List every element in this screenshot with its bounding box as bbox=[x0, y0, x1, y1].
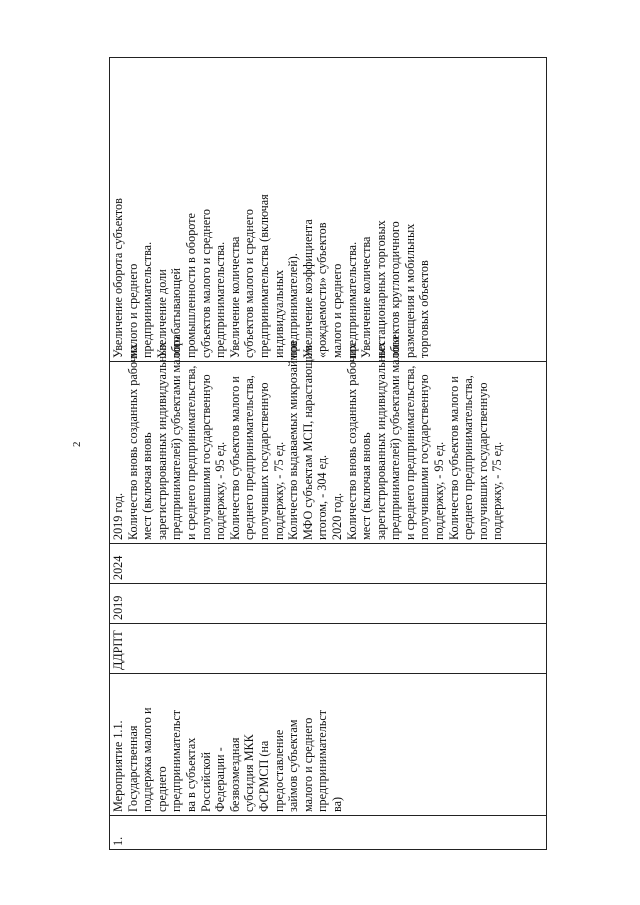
indicator-line: поддержку, - 75 ед. bbox=[271, 441, 286, 540]
result-line: промышленности в обороте bbox=[183, 213, 198, 358]
rotated-table-container bbox=[109, 58, 547, 850]
indicator-line: получившими государственную bbox=[198, 374, 213, 540]
result-line: предпринимательства (включая bbox=[256, 194, 271, 358]
event-name-cell bbox=[110, 674, 547, 816]
indicator-line: предпринимателей) субъектами малого bbox=[388, 336, 403, 540]
result-line: обрабатывающей bbox=[169, 267, 184, 358]
indicator-line: зарегистрированных индивидуальных bbox=[154, 341, 169, 540]
event-name-line: предоставление bbox=[271, 729, 286, 812]
executor-cell bbox=[110, 624, 547, 674]
result-line: предпринимательства. bbox=[213, 241, 228, 358]
result-line: нестационарных торговых bbox=[373, 220, 388, 358]
event-name-line: предпринимательст bbox=[169, 709, 184, 812]
result-line: субъектов малого и среднего bbox=[242, 208, 257, 358]
indicator-line: мест (включая вновь bbox=[140, 432, 155, 540]
result-line: предпринимательства. bbox=[140, 241, 155, 358]
row-number: 1. bbox=[111, 836, 125, 846]
table-row bbox=[110, 58, 547, 850]
result-line: предпринимателей). bbox=[286, 253, 301, 358]
start-year-cell bbox=[110, 584, 547, 624]
indicator-line: и среднего предпринимательства, bbox=[402, 365, 417, 540]
result-line: Увеличение коэффициента bbox=[300, 219, 315, 358]
event-name-line: Российской bbox=[198, 751, 213, 812]
measures-table bbox=[109, 57, 547, 850]
indicator-line: среднего предпринимательства, bbox=[461, 375, 476, 540]
indicator-line: зарегистрированных индивидуальных bbox=[373, 341, 388, 540]
event-name-line: поддержка малого и bbox=[140, 707, 155, 812]
page-number: 2 bbox=[71, 441, 83, 447]
result-line: торговых объектов bbox=[417, 260, 432, 358]
event-name-line: Государственная bbox=[125, 725, 140, 812]
event-name-line: безвозмездная bbox=[227, 737, 242, 812]
indicator-line: поддержку, - 75 ед. bbox=[490, 441, 505, 540]
result-line: Увеличение доли bbox=[154, 269, 169, 358]
result-line: объектов круглогодичного bbox=[388, 221, 403, 358]
event-name-line: ФСРМСП (на bbox=[256, 740, 271, 812]
indicator-line: поддержку, - 95 ед. bbox=[432, 441, 447, 540]
indicator-line: МФО субъектам МСП, нарастающим bbox=[300, 345, 315, 540]
event-name-line: субсидия МКК bbox=[242, 734, 257, 812]
result-line: малого и среднего bbox=[125, 263, 140, 358]
indicator-line: мест (включая вновь bbox=[359, 432, 374, 540]
event-name-line: среднего bbox=[154, 766, 169, 812]
start-year: 2019 bbox=[111, 595, 125, 620]
indicator-line: и среднего предпринимательства, bbox=[183, 365, 198, 540]
result-line: Увеличение количества bbox=[227, 236, 242, 358]
indicator-line: получивших государственную bbox=[256, 382, 271, 540]
indicator-line: получивших государственную bbox=[475, 382, 490, 540]
indicator-line: получившими государственную bbox=[417, 374, 432, 540]
end-year: 2024 bbox=[111, 555, 125, 580]
indicator-line: итогом, - 304 ед. bbox=[315, 454, 330, 540]
indicator-line: Количество субъектов малого и bbox=[446, 376, 461, 540]
results-cell bbox=[110, 58, 547, 362]
indicator-line: поддержку, - 95 ед. bbox=[213, 441, 228, 540]
indicator-line: Количество вновь созданных рабочих bbox=[344, 343, 359, 540]
result-line: размещения и мобильных bbox=[402, 223, 417, 358]
end-year-cell bbox=[110, 544, 547, 584]
indicator-line: Количество субъектов малого и bbox=[227, 376, 242, 540]
indicator-line: Количество выдаваемых микрозаймов bbox=[286, 340, 301, 540]
indicators-cell bbox=[110, 336, 547, 544]
indicator-line: Количество вновь созданных рабочих bbox=[125, 343, 140, 540]
result-line: Увеличение количества bbox=[359, 236, 374, 358]
result-line: субъектов малого и среднего bbox=[198, 208, 213, 358]
indicator-line: среднего предпринимательства, bbox=[242, 375, 257, 540]
indicator-line: 2019 год. bbox=[111, 492, 125, 540]
event-name-line: ва в субъектах bbox=[183, 737, 198, 812]
event-name-line: малого и среднего bbox=[300, 717, 315, 812]
row-number-cell bbox=[110, 816, 547, 850]
result-line: индивидуальных bbox=[271, 269, 286, 358]
result-line: «рождаемости» субъектов bbox=[315, 222, 330, 358]
indicator-line: 2020 год. bbox=[329, 492, 344, 540]
event-name-line: ва) bbox=[329, 796, 344, 812]
result-line: малого и среднего bbox=[329, 263, 344, 358]
event-name-line: Мероприятие 1.1. bbox=[111, 720, 125, 812]
result-line: Увеличение оборота субъектов bbox=[111, 198, 125, 358]
executor: ДДРПТ bbox=[111, 630, 125, 670]
result-line: предпринимательства. bbox=[344, 241, 359, 358]
event-name-line: Федерации - bbox=[213, 747, 228, 812]
event-name-line: займов субъектам bbox=[286, 719, 301, 812]
event-name-line: предпринимательст bbox=[315, 709, 330, 812]
indicator-line: предпринимателей) субъектами малого bbox=[169, 336, 184, 540]
